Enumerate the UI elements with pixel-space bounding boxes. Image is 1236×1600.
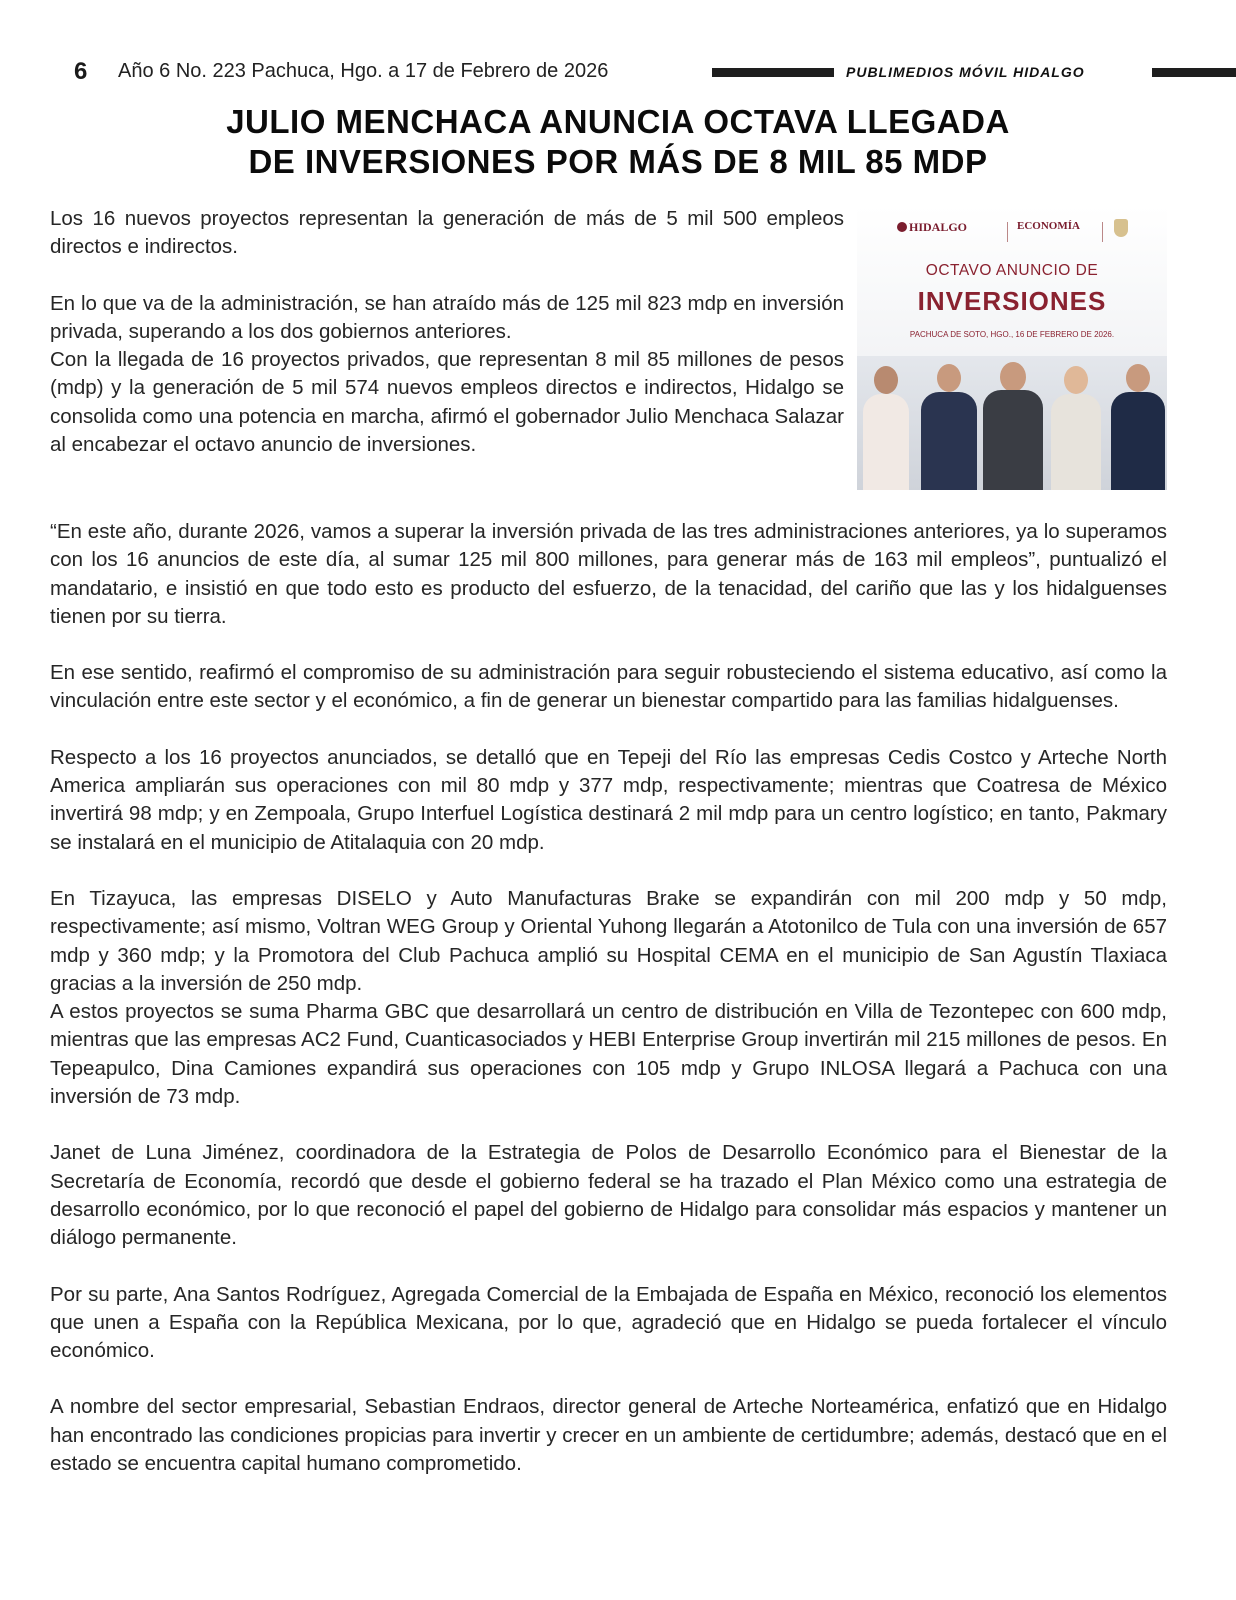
paragraph-8: A estos proyectos se suma Pharma GBC que desarrollará un centro de distribución en Villa de Tezontepec con 600 mdp, mientras que las empresas AC2 Fund, Cuanticasociados y HEBI Enterprise Group invertirán mil 215 millones de pesos. En Tepeapulco, Dina Camiones expandirá sus operaciones con 105 mdp y Grupo INLOSA llegará a Pachuca con una inversión de 73 mdp. (50, 1000, 1167, 1109)
photo-banner (857, 206, 1167, 356)
header-rule-right (1152, 68, 1236, 77)
paragraph-6: Respecto a los 16 proyectos anunciados, se detalló que en Tepeji del Río las empresas Cedis Costco y Arteche North America ampliarán sus operaciones con mil 80 mdp y 377 mdp, respectivamente; mientras que Coatresa de México invertirá 98 mdp; y en Zempoala, Grupo Interfuel Logística destinará 2 mil mdp para un centro logístico; en tanto, Pakmary se instalará en el municipio de Atitalaquia con 20 mdp. (50, 745, 1167, 854)
person-figure (863, 356, 909, 490)
paragraph-10: Por su parte, Ana Santos Rodríguez, Agregada Comercial de la Embajada de España en México, reconoció los elementos que unen a España con la República Mexicana, por lo que, agradeció que en Hidalgo se pueda fortalecer el vínculo económico. (50, 1282, 1167, 1363)
logo-row (857, 216, 1167, 246)
paragraph-11: A nombre del sector empresarial, Sebastian Endraos, director general de Arteche Norteamérica, enfatizó que en Hidalgo han encontrado las condiciones propicias para invertir y crecer en un ambiente de certidumbre; además, destacó que en el estado se encuentra capital humano comprometido. (50, 1395, 1167, 1476)
banner-line-3: PACHUCA DE SOTO, HGO., 16 DE FEBRERO DE 2026. (909, 330, 1115, 339)
issue-line: Año 6 No. 223 Pachuca, Hgo. a 17 de Febrero de 2026 (118, 60, 609, 82)
banner-line-1: OCTAVO ANUNCIO DE (925, 262, 1099, 279)
headline (0, 102, 1236, 182)
coat-of-arms-icon (1114, 219, 1128, 237)
paragraph-7: En Tizayuca, las empresas DISELO y Auto Manufacturas Brake se expandirán con mil 200 mdp y 50 mdp, respectivamente; así mismo, Voltran WEG Group y Oriental Yuhong llegarán a Atotonilco de Tula con una inversión de 657 mdp y 360 mdp; y la Promotora del Club Pachuca amplió su Hospital CEMA en el municipio de San Agustín Tlaxiaca gracias a la inversión de 250 mdp. (50, 886, 1167, 995)
paragraph-1: Los 16 nuevos proyectos representan la generación de más de 5 mil 500 empleos directos e indirectos. (50, 207, 844, 259)
person-figure (1111, 356, 1165, 490)
person-figure (921, 356, 977, 490)
publication-brand: PUBLIMEDIOS MÓVIL HIDALGO (846, 64, 1085, 80)
paragraph-4: “En este año, durante 2026, vamos a superar la inversión privada de las tres administraciones anteriores, ya lo superamos con los 16 anuncios de este día, al sumar 125 mil 800 millones, para generar más de 163 mil empleos”, puntualizó el mandatario, e insistió en que todo esto es producto del esfuerzo, de la tenacidad, del cariño que las y los hidalguenses tienen por su tierra. (50, 520, 1167, 628)
logo-divider (1102, 222, 1103, 242)
article-top-column (50, 205, 844, 459)
event-photo (857, 206, 1167, 490)
hidalgo-flower-icon (897, 222, 907, 232)
person-figure (1051, 356, 1101, 490)
page-number: 6 (74, 58, 88, 85)
photo-people-scene (857, 356, 1167, 490)
paragraph-2: En lo que va de la administración, se han atraído más de 125 mil 823 mdp en inversión privada, superando a los dos gobiernos anteriores. (50, 291, 844, 343)
paragraph-5: En ese sentido, reafirmó el compromiso de su administración para seguir robusteciendo el sistema educativo, así como la vinculación entre este sector y el económico, a fin de generar un bienestar compartido para las familias hidalguenses. (50, 661, 1167, 713)
paragraph-3: Con la llegada de 16 proyectos privados, que representan 8 mil 85 millones de pesos (mdp) y la generación de 5 mil 574 nuevos empleos directos e indirectos, Hidalgo se consolida como una potencia en marcha, afirmó el gobernador Julio Menchaca Salazar al encabezar el octavo anuncio de inversiones. (50, 348, 844, 457)
article-main-column (50, 518, 1167, 1478)
person-figure (983, 356, 1043, 490)
paragraph-9: Janet de Luna Jiménez, coordinadora de la Estrategia de Polos de Desarrollo Económico para el Bienestar de la Secretaría de Economía, recordó que desde el gobierno federal se ha trazado el Plan México como una estrategia de desarrollo económico, por lo que reconoció el papel del gobierno de Hidalgo para consolidar más espacios y mantener un diálogo permanente. (50, 1141, 1167, 1250)
logo-hidalgo: HIDALGO (909, 220, 968, 234)
headline-line-2: DE INVERSIONES POR MÁS DE 8 MIL 85 MDP (248, 143, 988, 180)
header-rule-left (712, 68, 834, 77)
banner-line-2: INVERSIONES (917, 286, 1107, 316)
logo-divider (1007, 222, 1008, 242)
logo-economia: ECONOMÍA (1017, 220, 1080, 232)
headline-line-1: JULIO MENCHACA ANUNCIA OCTAVA LLEGADA (226, 103, 1010, 140)
page-header (0, 58, 1236, 92)
